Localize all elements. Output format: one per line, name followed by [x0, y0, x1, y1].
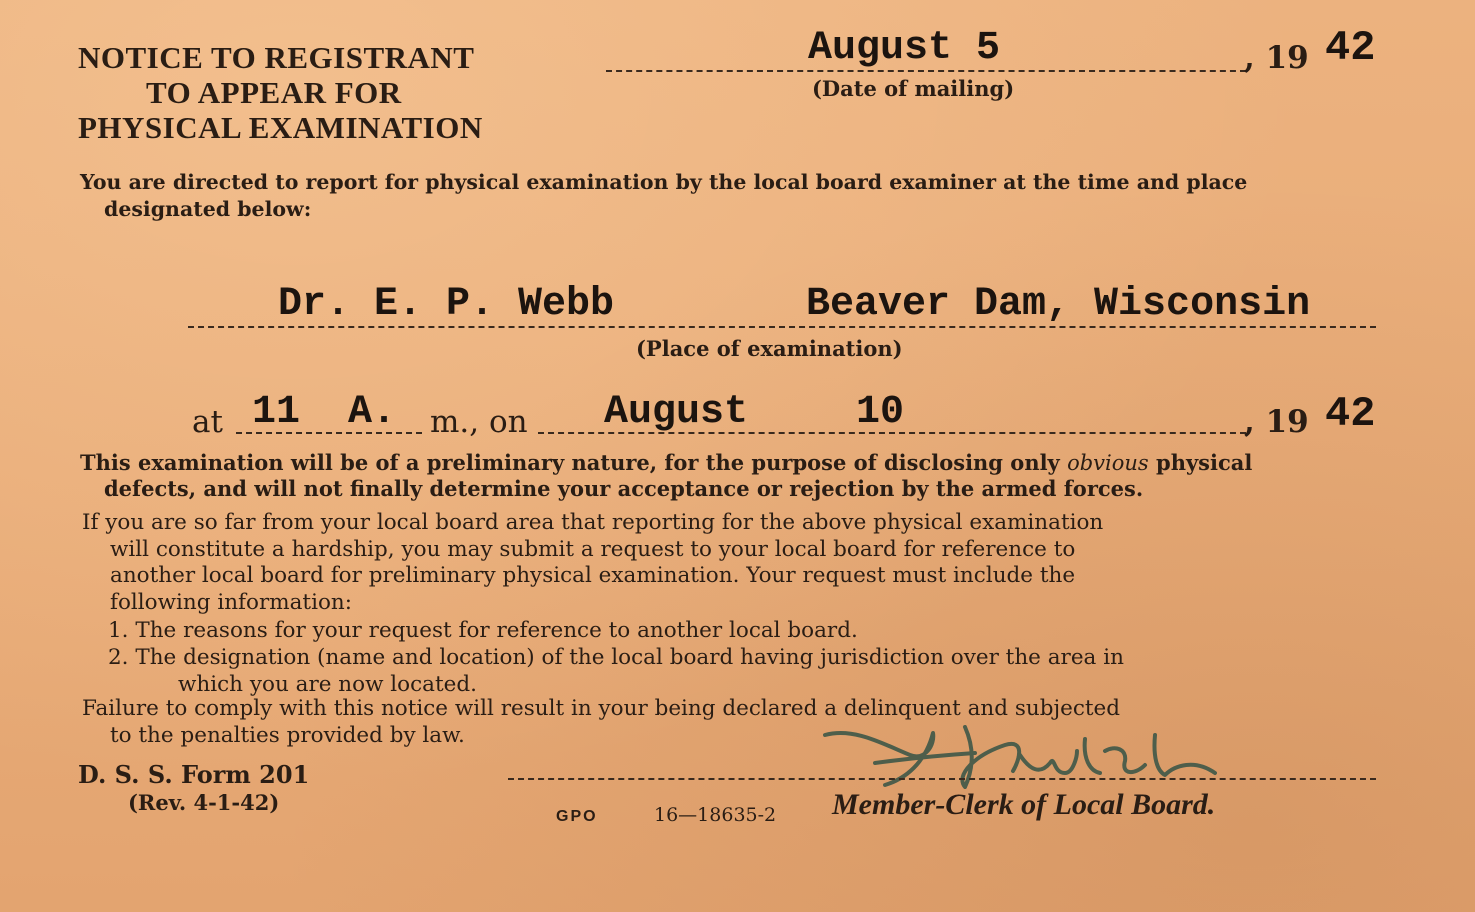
hardship-line-4: following information: [110, 589, 352, 615]
gpo-number: 16—18635-2 [654, 804, 777, 826]
preliminary-line-2: defects, and will not finally determine your acceptance or rejection by the armed forces. [104, 476, 1144, 501]
form-number: D. S. S. Form 201 [78, 760, 310, 789]
instruction-line-1: You are directed to report for physical examination by the local board examiner at the time and place [80, 170, 1248, 194]
exam-year-prefix: , 19 [1244, 404, 1309, 440]
member-clerk-label: Member-Clerk of Local Board. [832, 788, 1216, 821]
signature-line [508, 778, 1376, 780]
preliminary-line-1 [80, 450, 1252, 475]
hardship-line-3: another local board for preliminary physical examination. Your request must include the [110, 563, 1076, 588]
preliminary-text-a: This examination will be of a preliminary nature, for the purpose of disclosing only [80, 450, 1060, 475]
exam-year: 42 [1325, 390, 1376, 438]
at-label: at [192, 404, 223, 440]
notice-title [78, 40, 483, 145]
exam-day: 10 [856, 390, 905, 435]
title-line-2: TO APPEAR FOR [146, 75, 402, 110]
mailing-year: 42 [1325, 24, 1376, 72]
instruction-line-2: designated below: [104, 197, 312, 221]
form-revision: (Rev. 4-1-42) [128, 790, 280, 815]
failure-line-2: to the penalties provided by law. [110, 722, 465, 748]
exam-month: August [604, 390, 749, 435]
m-on-label: m., on [430, 404, 528, 440]
list-item: 1. The reasons for your request for reference to another local board. [108, 618, 858, 643]
exam-hour: 11 A. [252, 390, 397, 435]
date-caption: (Date of mailing) [812, 76, 1015, 101]
list-item: 2. The designation (name and location) of the local board having jurisdiction over the area in [108, 645, 1124, 670]
preliminary-text-b: physical [1156, 450, 1253, 475]
hardship-line-2: will constitute a hardship, you may submit a request to your local board for reference to [110, 536, 1076, 562]
examination-location: Beaver Dam, Wisconsin [806, 282, 1311, 327]
list-item-continuation: which you are now located. [178, 672, 477, 697]
year-prefix: , 19 [1244, 40, 1309, 76]
requirements-list [108, 617, 1378, 698]
place-caption: (Place of examination) [636, 336, 903, 361]
hardship-paragraph [82, 510, 1382, 616]
examiner-name: Dr. E. P. Webb [278, 282, 615, 327]
clerk-signature [815, 715, 1245, 795]
hardship-line-1: If you are so far from your local board area that reporting for the above physical examination [82, 510, 1104, 535]
preliminary-emphasis: obvious [1067, 451, 1149, 475]
title-line-3: PHYSICAL EXAMINATION [78, 110, 483, 145]
gpo-label: GPO [556, 808, 598, 825]
date-of-mailing: August 5 [808, 26, 1001, 71]
failure-line-1: Failure to comply with this notice will result in your being declared a delinquent and subjected [82, 696, 1121, 721]
title-line-1: NOTICE TO REGISTRANT [78, 40, 475, 75]
